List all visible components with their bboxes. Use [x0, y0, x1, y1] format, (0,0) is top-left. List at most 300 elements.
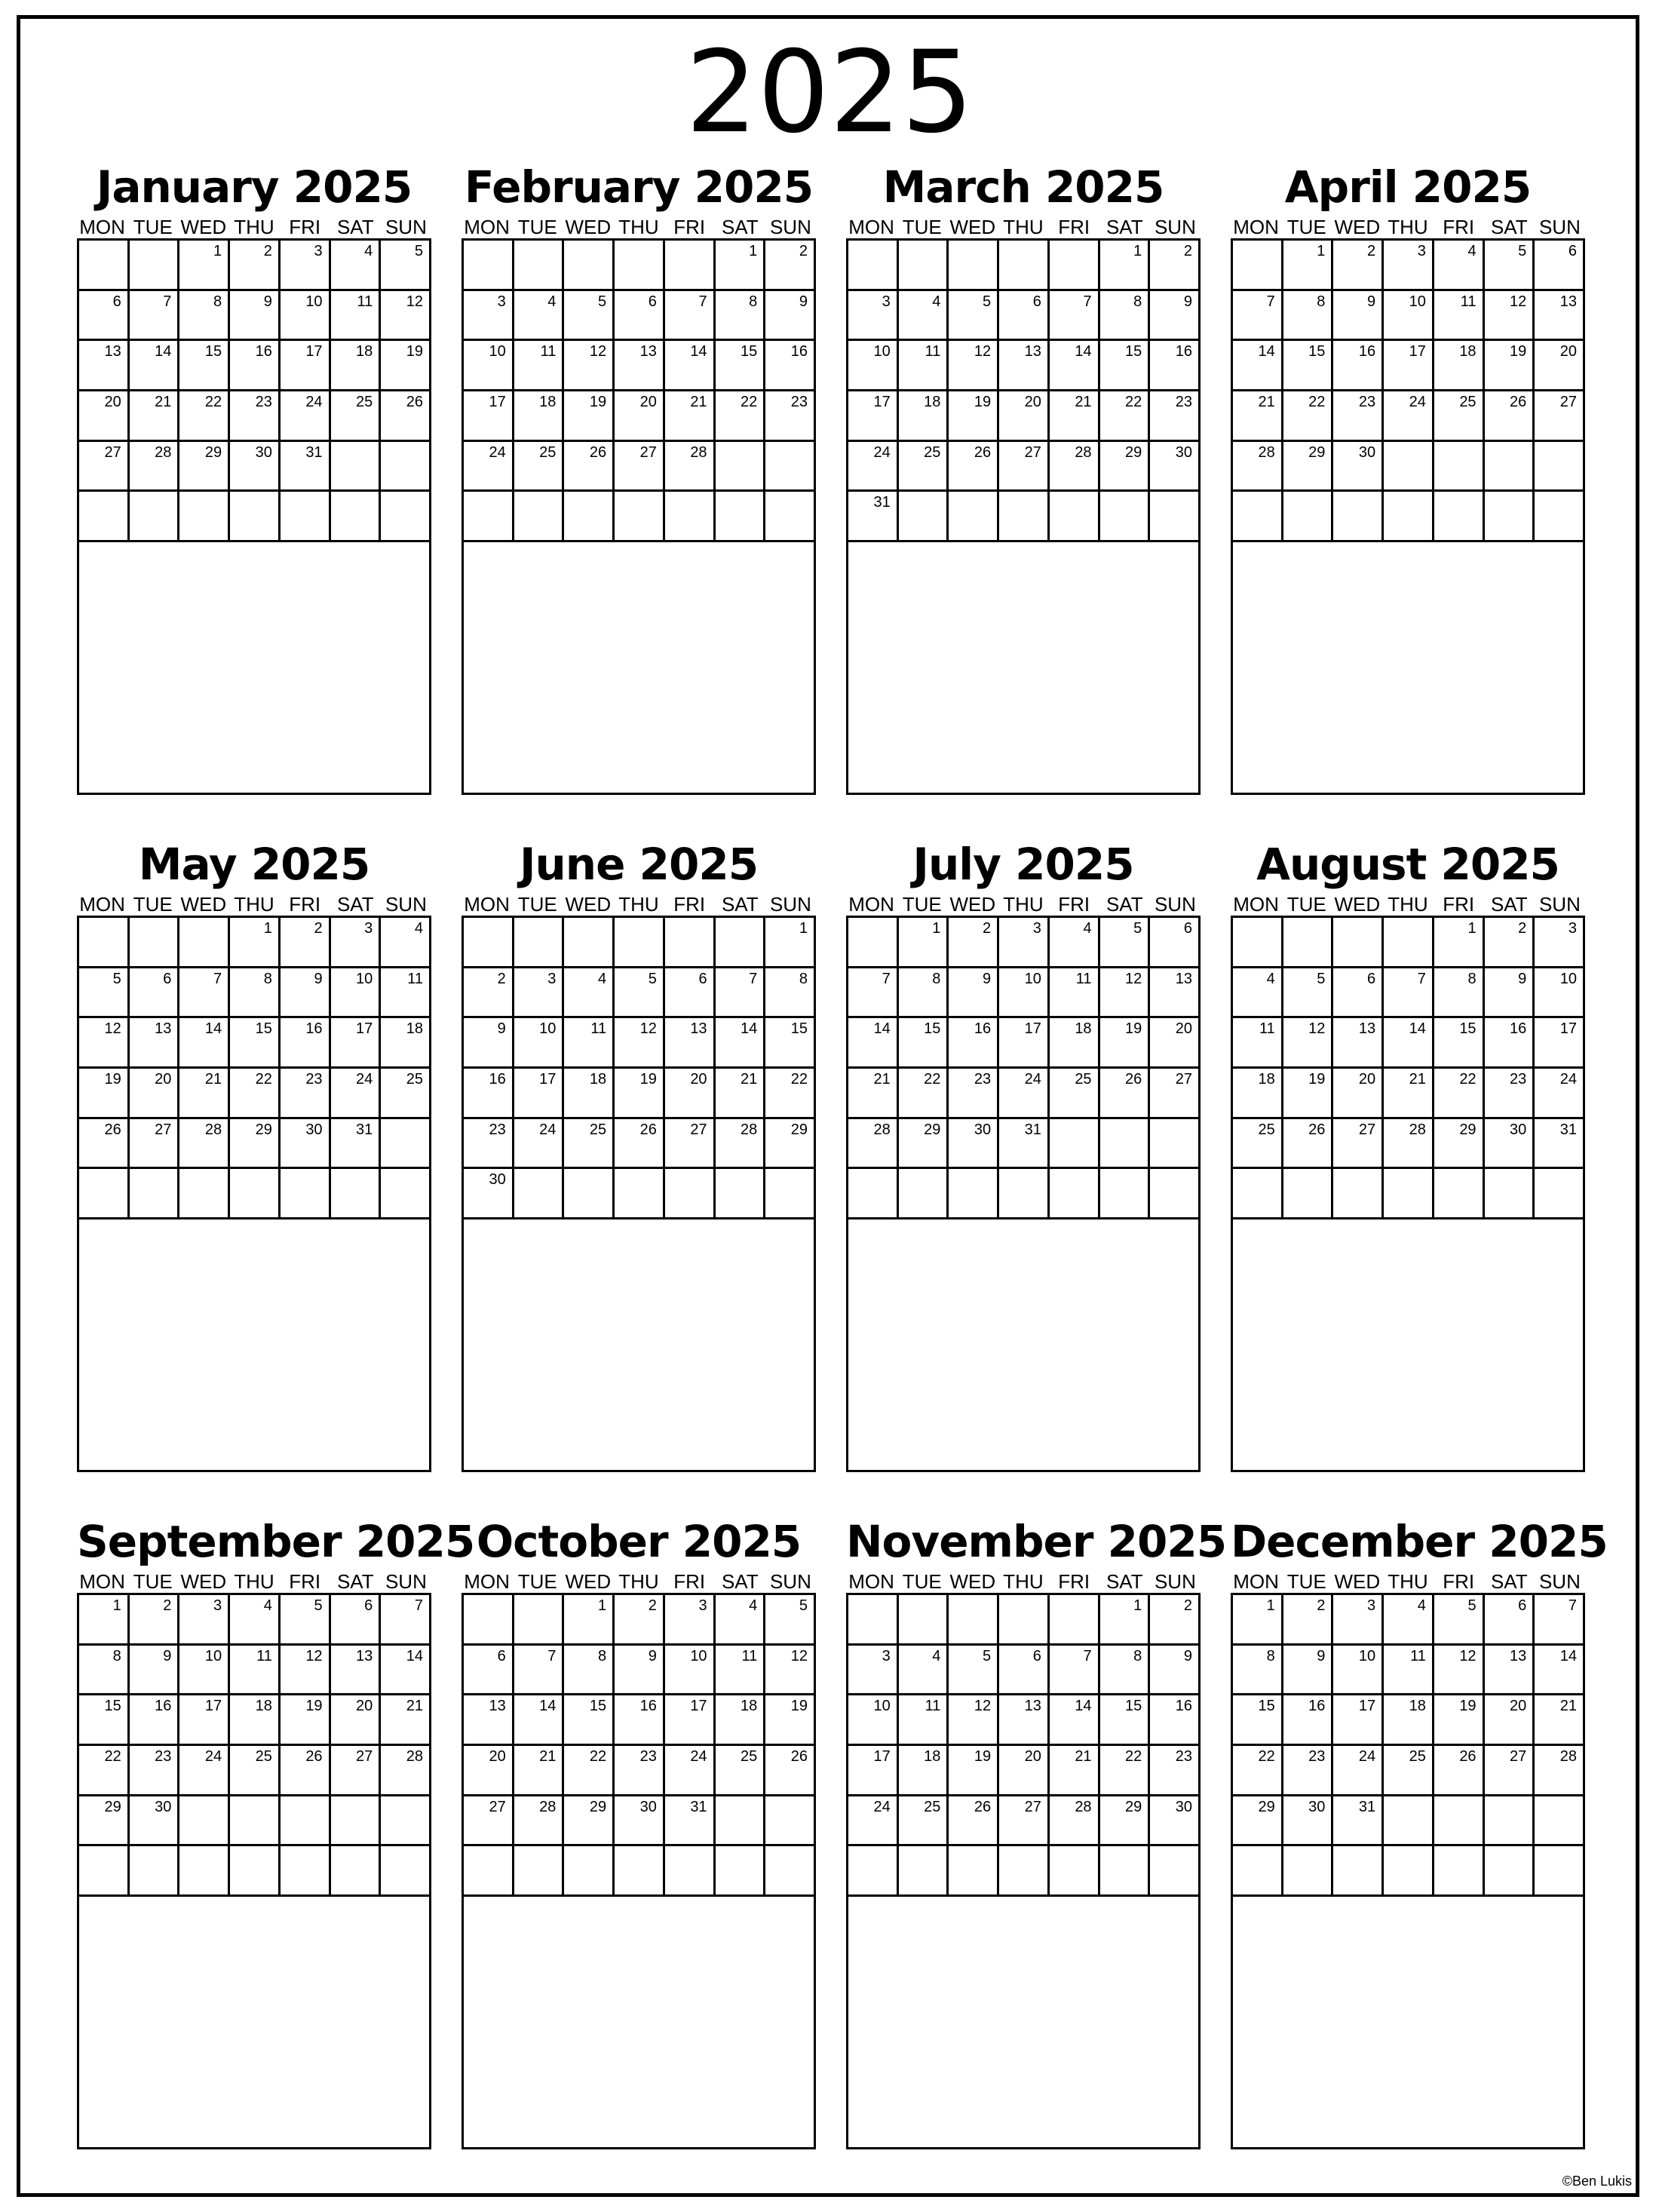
weekday-header-row [1231, 216, 1585, 238]
day-cell [564, 1746, 615, 1796]
day-cell [949, 1069, 999, 1119]
day-cell [230, 442, 281, 492]
day-number: 28 [1409, 1121, 1426, 1138]
day-number: 1 [749, 243, 758, 259]
day-number: 10 [539, 1020, 557, 1038]
weekday-label: SAT [1105, 1570, 1143, 1593]
day-cell [999, 492, 1050, 542]
day-number: 11 [1460, 293, 1477, 310]
month-title: June 2025 [519, 839, 759, 890]
day-number: 16 [1175, 1698, 1192, 1715]
weekday-header-row [846, 1570, 1201, 1593]
day-number: 13 [489, 1698, 506, 1715]
day-cell [464, 1846, 514, 1897]
day-cell [999, 442, 1050, 492]
day-cell [899, 1119, 949, 1170]
day-cell [1535, 968, 1585, 1019]
day-number: 23 [974, 1071, 992, 1088]
day-grid [846, 238, 1201, 542]
day-number: 12 [1459, 1647, 1477, 1664]
day-number: 13 [104, 343, 121, 360]
day-number: 8 [1133, 293, 1142, 310]
day-number: 18 [589, 1071, 607, 1088]
day-cell [514, 442, 565, 492]
day-cell [514, 1595, 565, 1646]
day-cell [1434, 1796, 1485, 1847]
day-cell [1283, 1796, 1334, 1847]
day-cell [331, 341, 382, 391]
day-cell [716, 1018, 766, 1069]
day-cell [1384, 341, 1434, 391]
day-number: 3 [314, 243, 323, 259]
notes-box [77, 1220, 431, 1472]
day-cell [564, 1595, 615, 1646]
day-cell [79, 918, 130, 968]
day-cell [79, 391, 130, 442]
day-number: 24 [873, 443, 891, 461]
day-number: 4 [547, 293, 557, 310]
weekday-label: FRI [289, 216, 321, 238]
day-number: 2 [163, 1597, 172, 1614]
day-cell [899, 1796, 949, 1847]
day-cell [899, 1069, 949, 1119]
day-cell [381, 241, 431, 291]
day-number: 14 [1075, 343, 1092, 360]
weekday-label: SAT [721, 1570, 759, 1593]
day-number: 31 [1024, 1121, 1041, 1138]
month-title: May 2025 [138, 839, 370, 890]
day-number: 5 [983, 293, 992, 310]
month-calendar [1231, 836, 1585, 1472]
day-number: 25 [539, 443, 557, 461]
day-cell [1384, 492, 1434, 542]
day-cell [1283, 391, 1334, 442]
day-cell [514, 1695, 565, 1746]
day-cell [179, 1796, 230, 1847]
day-number: 21 [204, 1071, 222, 1088]
day-cell [1100, 1746, 1151, 1796]
weekday-label: FRI [1443, 893, 1475, 916]
day-cell [765, 492, 816, 542]
day-number: 2 [1183, 243, 1192, 259]
day-cell [848, 241, 899, 291]
day-number: 21 [1409, 1071, 1426, 1088]
month-title: February 2025 [464, 161, 814, 213]
notes-box [846, 1220, 1201, 1472]
day-number: 22 [1125, 394, 1142, 411]
day-cell [514, 1796, 565, 1847]
day-cell [615, 492, 665, 542]
weekday-label: TUE [902, 893, 942, 916]
day-cell [615, 1746, 665, 1796]
day-number: 13 [1559, 293, 1577, 310]
day-cell [464, 241, 514, 291]
day-number: 23 [790, 394, 808, 411]
day-cell [1233, 391, 1283, 442]
day-cell [1050, 1069, 1100, 1119]
day-cell [1333, 1796, 1384, 1847]
day-cell [1333, 442, 1384, 492]
month-title: November 2025 [846, 1516, 1227, 1567]
day-cell [381, 492, 431, 542]
month-title: December 2025 [1231, 1516, 1608, 1567]
year-title: 2025 [685, 27, 974, 158]
day-number: 2 [648, 1597, 657, 1614]
day-number: 10 [356, 970, 373, 987]
day-cell [464, 341, 514, 391]
day-cell [1050, 391, 1100, 442]
weekday-label: MON [1233, 1570, 1279, 1593]
day-cell [1150, 492, 1201, 542]
day-number: 9 [1367, 293, 1376, 310]
day-number: 21 [690, 394, 707, 411]
day-grid [77, 238, 431, 542]
day-number: 25 [924, 1798, 941, 1815]
day-cell [79, 492, 130, 542]
day-cell [1333, 1695, 1384, 1746]
day-number: 15 [104, 1698, 121, 1715]
day-cell [1535, 1746, 1585, 1796]
day-cell [331, 492, 382, 542]
day-cell [1384, 1069, 1434, 1119]
day-number: 29 [1258, 1798, 1275, 1815]
day-number: 5 [1317, 970, 1326, 987]
day-cell [716, 1169, 766, 1220]
day-number: 7 [1417, 970, 1426, 987]
day-number: 17 [489, 394, 506, 411]
weekday-label: THU [618, 1570, 659, 1593]
day-number: 1 [1133, 1597, 1142, 1614]
day-number: 22 [790, 1071, 808, 1088]
day-cell [281, 442, 331, 492]
day-cell [765, 291, 816, 342]
day-number: 17 [539, 1071, 557, 1088]
day-number: 30 [1308, 1798, 1326, 1815]
day-cell [179, 1018, 230, 1069]
day-cell [1233, 1595, 1283, 1646]
day-number: 13 [639, 343, 657, 360]
day-number: 26 [790, 1748, 808, 1766]
day-cell [1485, 1796, 1535, 1847]
day-cell [765, 442, 816, 492]
day-cell [765, 1018, 816, 1069]
day-cell [130, 968, 180, 1019]
day-cell [848, 391, 899, 442]
day-cell [1333, 391, 1384, 442]
weekday-label: WED [949, 893, 996, 916]
day-cell [1050, 442, 1100, 492]
day-cell [564, 1646, 615, 1696]
day-number: 18 [924, 394, 941, 411]
day-cell [179, 1746, 230, 1796]
weekday-label: FRI [289, 893, 321, 916]
weekday-label: THU [1388, 893, 1428, 916]
day-cell [1233, 1069, 1283, 1119]
day-cell [1434, 291, 1485, 342]
day-number: 14 [204, 1020, 222, 1038]
day-number: 30 [974, 1121, 992, 1138]
day-number: 24 [1358, 1748, 1376, 1766]
day-cell [79, 1119, 130, 1170]
day-cell [514, 968, 565, 1019]
day-cell [1535, 1595, 1585, 1646]
day-cell [514, 492, 565, 542]
day-cell [899, 442, 949, 492]
day-number: 11 [357, 293, 373, 310]
day-cell [564, 1169, 615, 1220]
day-cell [230, 1069, 281, 1119]
day-number: 1 [1133, 243, 1142, 259]
day-number: 23 [1175, 1748, 1192, 1766]
weekday-label: THU [1388, 1570, 1428, 1593]
day-cell [464, 1746, 514, 1796]
day-number: 9 [1518, 970, 1527, 987]
day-cell [615, 1069, 665, 1119]
day-cell [949, 1169, 999, 1220]
day-cell [1485, 1746, 1535, 1796]
day-cell [1050, 918, 1100, 968]
day-number: 10 [1409, 293, 1426, 310]
day-number: 4 [1083, 920, 1092, 937]
day-cell [464, 968, 514, 1019]
day-cell [1233, 1695, 1283, 1746]
day-number: 31 [305, 443, 323, 461]
day-number: 23 [1358, 394, 1376, 411]
day-cell [949, 918, 999, 968]
day-cell [1100, 1796, 1151, 1847]
day-number: 13 [356, 1647, 373, 1664]
day-cell [281, 1018, 331, 1069]
day-cell [281, 1119, 331, 1170]
day-cell [381, 391, 431, 442]
day-cell [381, 341, 431, 391]
day-cell [999, 1646, 1050, 1696]
day-number: 18 [1459, 343, 1477, 360]
month-calendar [846, 836, 1201, 1472]
day-cell [999, 241, 1050, 291]
day-number: 2 [983, 920, 992, 937]
day-number: 13 [1510, 1647, 1527, 1664]
weekday-label: SUN [1538, 893, 1581, 916]
day-number: 8 [932, 970, 941, 987]
day-cell [1485, 918, 1535, 968]
day-cell [1485, 1595, 1535, 1646]
day-number: 7 [1266, 293, 1275, 310]
day-number: 19 [1125, 1020, 1142, 1038]
day-cell [1535, 1069, 1585, 1119]
day-number: 19 [406, 343, 423, 360]
day-cell [1050, 1119, 1100, 1170]
day-number: 24 [305, 394, 323, 411]
day-number: 19 [104, 1071, 121, 1088]
notes-box [462, 1220, 816, 1472]
day-cell [1485, 341, 1535, 391]
day-number: 17 [873, 1748, 891, 1766]
day-cell [899, 341, 949, 391]
day-number: 21 [1258, 394, 1275, 411]
day-grid [77, 916, 431, 1220]
day-cell [665, 1796, 716, 1847]
day-number: 24 [356, 1071, 373, 1088]
day-number: 13 [155, 1020, 172, 1038]
day-number: 25 [356, 394, 373, 411]
day-cell [1150, 1846, 1201, 1897]
day-cell [564, 1695, 615, 1746]
day-number: 3 [882, 1647, 891, 1664]
day-cell [130, 492, 180, 542]
day-cell [716, 1069, 766, 1119]
day-cell [949, 1646, 999, 1696]
day-cell [230, 341, 281, 391]
day-number: 6 [698, 970, 707, 987]
day-cell [1434, 492, 1485, 542]
day-number: 27 [155, 1121, 172, 1138]
day-number: 22 [1308, 394, 1326, 411]
month-calendar [77, 158, 431, 795]
day-number: 28 [690, 443, 707, 461]
day-number: 15 [204, 343, 222, 360]
day-number: 26 [1510, 394, 1527, 411]
day-number: 1 [112, 1597, 121, 1614]
day-number: 24 [204, 1748, 222, 1766]
day-number: 27 [1175, 1071, 1192, 1088]
day-number: 11 [925, 343, 941, 360]
day-number: 12 [589, 343, 607, 360]
day-number: 7 [1083, 293, 1092, 310]
day-number: 22 [1459, 1071, 1477, 1088]
day-number: 16 [1358, 343, 1376, 360]
day-cell [615, 1119, 665, 1170]
weekday-label: SUN [385, 1570, 427, 1593]
day-cell [331, 1595, 382, 1646]
month-title: July 2025 [912, 839, 1134, 890]
weekday-label: TUE [902, 1570, 942, 1593]
day-number: 13 [1024, 343, 1041, 360]
weekday-label: FRI [1443, 1570, 1475, 1593]
day-cell [999, 1695, 1050, 1746]
day-cell [179, 291, 230, 342]
month-title: October 2025 [476, 1516, 802, 1567]
day-number: 27 [1024, 443, 1041, 461]
day-cell [514, 918, 565, 968]
day-number: 13 [1358, 1020, 1376, 1038]
day-cell [281, 1796, 331, 1847]
day-number: 20 [1358, 1071, 1376, 1088]
day-grid [77, 1593, 431, 1897]
day-number: 27 [1510, 1748, 1527, 1766]
weekday-label: WED [949, 216, 996, 238]
weekday-label: SUN [385, 893, 427, 916]
day-number: 3 [1417, 243, 1426, 259]
day-number: 29 [1459, 1121, 1477, 1138]
day-number: 3 [497, 293, 506, 310]
day-cell [999, 1169, 1050, 1220]
day-cell [331, 391, 382, 442]
day-number: 31 [1358, 1798, 1376, 1815]
weekday-label: WED [1334, 1570, 1381, 1593]
day-cell [899, 968, 949, 1019]
weekday-label: MON [1233, 216, 1279, 238]
notes-box [77, 1897, 431, 2149]
day-cell [1333, 968, 1384, 1019]
day-cell [1283, 968, 1334, 1019]
day-cell [1384, 391, 1434, 442]
day-cell [1535, 1119, 1585, 1170]
day-cell [331, 442, 382, 492]
day-cell [1384, 241, 1434, 291]
day-cell [716, 1796, 766, 1847]
day-cell [281, 1746, 331, 1796]
day-cell [381, 1119, 431, 1170]
day-number: 26 [1308, 1121, 1326, 1138]
day-cell [564, 442, 615, 492]
day-number: 29 [204, 443, 222, 461]
day-number: 11 [407, 970, 423, 987]
day-number: 18 [1258, 1071, 1275, 1088]
day-number: 31 [873, 494, 891, 511]
day-cell [1485, 1018, 1535, 1069]
day-number: 19 [1308, 1071, 1326, 1088]
day-number: 6 [364, 1597, 373, 1614]
day-cell [1384, 968, 1434, 1019]
day-number: 9 [799, 293, 808, 310]
weekday-label: FRI [673, 216, 706, 238]
day-cell [899, 291, 949, 342]
day-cell [899, 1746, 949, 1796]
day-number: 21 [1075, 1748, 1092, 1766]
weekday-label: MON [1233, 893, 1279, 916]
day-cell [179, 391, 230, 442]
day-number: 18 [356, 343, 373, 360]
weekday-label: SAT [1105, 893, 1143, 916]
day-number: 22 [104, 1748, 121, 1766]
day-number: 14 [1409, 1020, 1426, 1038]
day-cell [848, 1595, 899, 1646]
day-cell [1283, 442, 1334, 492]
day-cell [1434, 1018, 1485, 1069]
day-number: 25 [406, 1071, 423, 1088]
day-number: 4 [263, 1597, 272, 1614]
day-cell [381, 1069, 431, 1119]
day-cell [1233, 968, 1283, 1019]
day-number: 10 [1559, 970, 1577, 987]
day-number: 28 [1075, 1798, 1092, 1815]
day-cell [999, 291, 1050, 342]
day-cell [615, 341, 665, 391]
day-grid [846, 916, 1201, 1220]
day-number: 6 [112, 293, 121, 310]
day-grid [1231, 1593, 1585, 1897]
day-cell [230, 1746, 281, 1796]
day-number: 19 [589, 394, 607, 411]
day-grid [1231, 238, 1585, 542]
month-title: March 2025 [882, 161, 1164, 213]
day-cell [1535, 918, 1585, 968]
day-cell [1333, 1846, 1384, 1897]
day-number: 14 [873, 1020, 891, 1038]
weekday-label: MON [79, 893, 125, 916]
day-cell [1434, 1846, 1485, 1897]
day-number: 26 [974, 443, 992, 461]
weekday-label: SUN [1154, 216, 1196, 238]
day-cell [230, 241, 281, 291]
day-number: 6 [1032, 1647, 1041, 1664]
day-number: 14 [539, 1698, 557, 1715]
day-cell [899, 1846, 949, 1897]
weekday-label: SAT [336, 893, 374, 916]
day-cell [716, 341, 766, 391]
day-number: 10 [305, 293, 323, 310]
